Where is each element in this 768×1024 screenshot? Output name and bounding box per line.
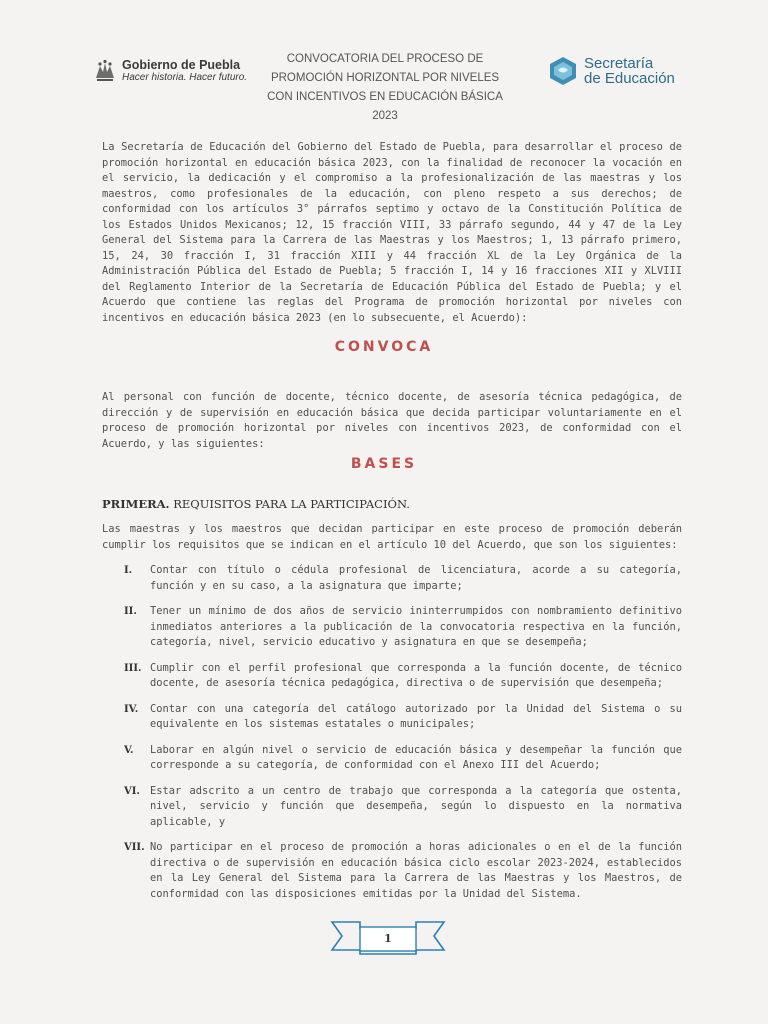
list-item-number: V. [124,744,134,756]
list-item-number: VII. [124,842,145,853]
section-primera-label: PRIMERA. [102,497,170,511]
list-item-number: I. [124,565,133,576]
gobierno-puebla-name: Gobierno de Puebla [122,58,241,72]
list-item-number: VI. [124,785,140,797]
list-item-text: Contar con título o cédula profesional de licenciatura, acorde a su categoría, función y en su caso, a la asignatura que imparte; [150,564,682,592]
page-number: 1 [384,932,392,945]
list-item [102,563,682,594]
list-item [102,661,682,692]
secretaria-name-line2: de Educación [584,70,675,87]
secretaria-educacion-logo [548,56,675,86]
title-line: PROMOCIÓN HORIZONTAL POR NIVELES [270,72,500,84]
requirements-intro: Las maestras y los maestros que decidan participar en este proceso de promoción deberán cumplir los requisitos que se indican en el artículo 10 del Acuerdo, que son los siguientes: [102,523,682,551]
document-title [260,50,510,126]
list-item [102,702,682,733]
secretaria-name-line1: Secretaría [584,55,654,72]
section-primera-text: REQUISITOS PARA LA PARTICIPACIÓN. [169,497,410,511]
intro-paragraph: La Secretaría de Educación del Gobierno del Estado de Puebla, para desarrollar el proceso de promoción horizontal en educación básica 2023, con la finalidad de reconocer la vocación en el servicio, la dedicación y el compromiso a la profesionalización de las maestras y los maestros, como profesionales de la educación, con pleno respeto a sus derechos; de conformidad con los artículos 3° párrafos septimo y octavo de la Constitución Política de los Estados Unidos Mexicanos; 12, 15 fracción VIII, 33 párrafo segundo, 44 y 47 de la Ley General del Sistema para la Carrera de las Maestras y los Maestros; 1, 13 párrafo primero, 15, 24, 30 fracción I, 31 fracción XIII y 44 fracción XL de la Ley Orgánica de la Administración Pública del Estado de Puebla; 5 fracción I, 14 y 16 fracciones XII y XLVIII del Reglamento Interior de la Secretaría de Educación Pública del Estado de Puebla; y el Acuerdo que contiene las reglas del Programa de promoción horizontal por niveles con incentivos en educación básica 2023 (en lo subsecuente, el Acuerdo): [102,141,682,324]
list-item-text: Contar con una categoría del catálogo autorizado por la Unidad del Sistema o su equivalente en los sistemas estatales o municipales; [150,702,682,730]
list-item [102,604,682,651]
title-line: CON INCENTIVOS EN EDUCACIÓN BÁSICA 2023 [267,91,503,122]
puebla-emblem-icon [92,58,118,84]
list-item-number: II. [124,606,137,617]
list-item-number: III. [124,662,142,674]
list-item [102,840,682,902]
requirements-list [102,563,682,902]
list-item-text: Tener un mínimo de dos años de servicio ininterrumpidos con nombramiento definitivo inmediatos anteriores a la publicación de la convocatoria respectiva en la función, categoría, nivel, servicio educativo y asignatura en que se desempeña; [150,605,682,648]
list-item-text: No participar en el proceso de promoción a horas adicionales o en el de la función directiva o de supervisión en educación básica ciclo escolar 2023-2024, establecidos en la Ley General del Sistema para la Carrera de las Maestras y los Maestros, de conformidad con las disposiciones emitidas por la Unidad del Sistema. [150,841,682,900]
list-item-text: Estar adscrito a un centro de trabajo que corresponda a la categoría que ostenta, nivel, servicio y función que desempeña, según lo dispuesto en la normativa aplicable, y [150,784,682,828]
section-primera-title [102,497,410,511]
sep-emblem-icon [548,56,578,86]
gobierno-puebla-logo [92,58,247,84]
list-item [102,743,682,774]
bases-heading: BASES [350,456,418,472]
list-item-text: Laborar en algún nivel o servicio de educación básica y desempeñar la función que corresponde a su categoría, de conformidad con el Anexo III del Acuerdo; [150,743,682,771]
list-item-number: IV. [124,703,139,715]
list-item-text: Cumplir con el perfil profesional que corresponda a la función docente, de técnico docente, de asesoría técnica pedagógica, directiva o de supervisión que desempeña; [150,661,682,689]
title-line: CONVOCATORIA DEL PROCESO DE [286,53,484,65]
list-item [102,784,682,831]
convoca-paragraph: Al personal con función de docente, técnico docente, de asesoría técnica pedagógica, de dirección y de supervisión en educación básica que decida participar voluntariamente en el proceso de promoción horizontal por niveles con incentivos 2023, de conformidad con el Acuerdo, y las siguientes: [102,391,682,450]
convoca-heading: CONVOCA [334,339,434,355]
gobierno-puebla-slogan: Hacer historia. Hacer futuro. [122,72,248,83]
